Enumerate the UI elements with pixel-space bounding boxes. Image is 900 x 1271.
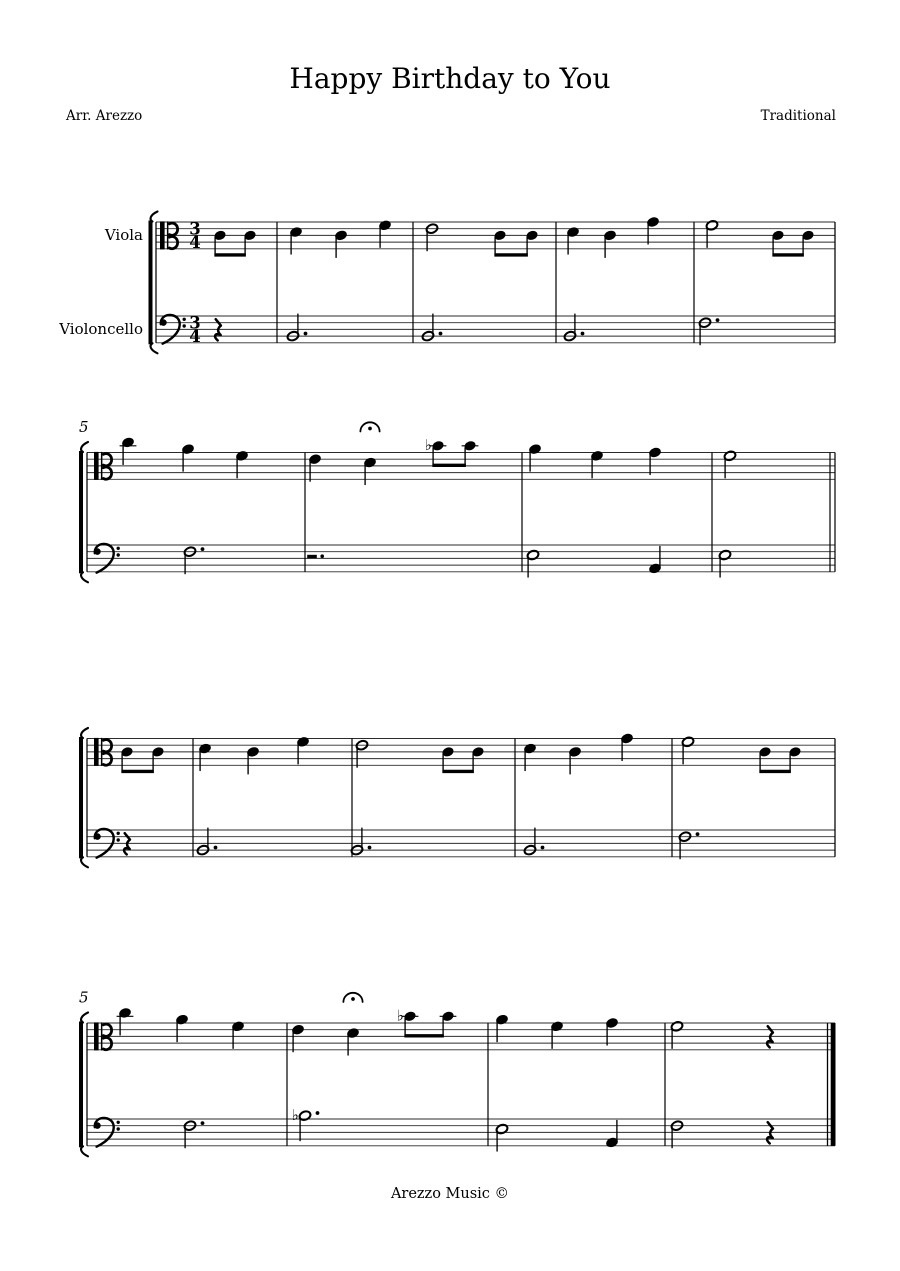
bracket-hook — [81, 572, 88, 582]
alto-clef — [103, 753, 111, 765]
fermata-dot — [351, 997, 355, 1001]
bracket-hook — [81, 1013, 88, 1023]
instrument-label: Viola — [104, 226, 143, 245]
bracket-hook — [81, 857, 88, 867]
augmentation-dot — [368, 846, 372, 850]
alto-clef — [94, 1022, 99, 1050]
augmentation-dot — [541, 846, 545, 850]
augmentation-dot — [214, 846, 218, 850]
eighth-beam — [432, 464, 465, 467]
augmentation-dot — [581, 332, 585, 336]
bracket-hook — [81, 728, 88, 738]
bass-clef-dot — [117, 547, 120, 550]
time-signature-denominator: 4 — [189, 232, 201, 252]
alto-clef — [103, 467, 111, 479]
bracket-hook — [151, 212, 158, 222]
system-bracket — [79, 451, 83, 573]
eighth-beam — [759, 770, 790, 773]
alto-clef — [103, 454, 111, 466]
alto-clef — [160, 221, 165, 249]
measure-number: 5 — [79, 418, 89, 436]
alto-clef — [103, 1024, 111, 1036]
alto-clef — [94, 452, 99, 480]
eighth-beam — [442, 770, 473, 773]
bass-clef-dot — [117, 1127, 120, 1130]
augmentation-dot — [716, 318, 720, 322]
augmentation-dot — [201, 547, 205, 551]
alto-clef — [103, 1038, 111, 1050]
augmentation-dot — [201, 1121, 205, 1125]
bass-clef-dot — [117, 1121, 120, 1124]
augmentation-dot — [696, 832, 700, 836]
bracket-hook — [151, 343, 158, 353]
half-rest — [307, 555, 317, 559]
piece-title: Happy Birthday to You — [289, 62, 611, 95]
alto-clef — [101, 452, 103, 480]
measure-number: 5 — [79, 988, 89, 1007]
flat-accidental: ♭ — [396, 1006, 404, 1025]
alto-clef — [167, 221, 169, 249]
alto-clef — [103, 740, 111, 752]
bass-clef-dot — [117, 838, 120, 841]
bass-clef-dot — [117, 832, 120, 835]
alto-clef — [101, 738, 103, 766]
publisher-credit: Arezzo Music © — [390, 1186, 510, 1202]
alto-clef — [101, 1022, 103, 1050]
eighth-beam — [121, 770, 153, 773]
alto-clef — [169, 223, 177, 235]
augmentation-dot — [439, 332, 443, 336]
bracket-hook — [81, 1146, 88, 1156]
eighth-beam — [404, 1034, 443, 1037]
flat-accidental: ♭ — [291, 1105, 299, 1124]
augmentation-dot — [304, 332, 308, 336]
final-barline-thick — [831, 1023, 836, 1146]
eighth-beam — [214, 253, 245, 256]
bass-clef-dot — [183, 324, 186, 327]
alto-clef — [169, 237, 177, 249]
eighth-beam — [772, 253, 803, 256]
bracket-hook — [81, 442, 88, 452]
system-bracket — [79, 1022, 83, 1148]
system-bracket — [79, 737, 83, 858]
bass-clef-dot — [183, 318, 186, 321]
bass-clef-dot — [117, 553, 120, 556]
augmentation-dot — [316, 1111, 320, 1115]
arranger-credit: Arr. Arezzo — [66, 108, 143, 124]
time-signature-denominator: 4 — [189, 326, 201, 346]
alto-clef — [94, 738, 99, 766]
flat-accidental: ♭ — [424, 436, 432, 455]
composer-credit: Traditional — [760, 108, 836, 124]
time-signature-numerator: 3 — [189, 313, 201, 333]
eighth-beam — [494, 253, 527, 256]
system-bracket — [149, 221, 153, 345]
instrument-label: Violoncello — [59, 320, 143, 339]
fermata-dot — [368, 427, 372, 431]
time-signature-numerator: 3 — [189, 219, 201, 239]
rest-dot — [320, 554, 324, 558]
